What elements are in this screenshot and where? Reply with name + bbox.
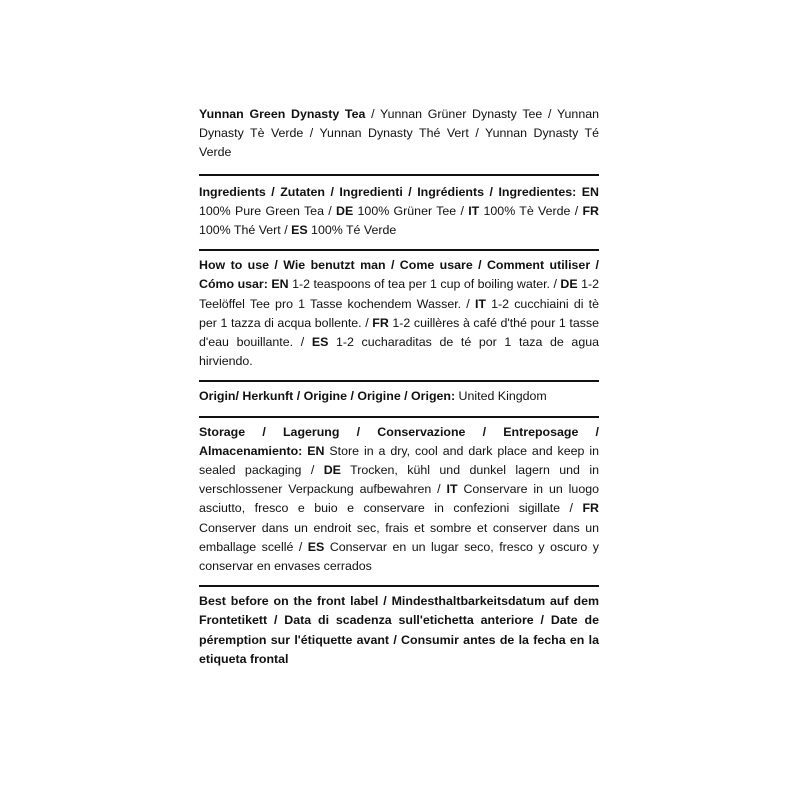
lang-code-es: ES [291,223,308,238]
product-name: Yunnan Green Dynasty Tea [199,107,366,121]
ingredients-en: 100% Pure Green Tea [199,203,324,218]
origin-value: United Kingdom [455,389,547,404]
best-before-section [199,592,599,669]
how-to-use-es: 1-2 cucharaditas de té por 1 taza de agua hirviendo. [199,335,599,369]
section-divider [199,380,599,382]
ingredients-es: 100% Té Verde [307,223,397,238]
separator: / [456,203,469,218]
ingredients-heading: Ingredients / Zutaten / Ingredienti / Ingrédients / Ingredientes: [199,184,577,199]
best-before-text: Best before on the front label / Mindesthaltbarkeitsdatum auf dem Frontetikett / Data di scadenza sull'etichetta anteriore / Date de péremption sur l'étiquette avant / Consumir antes de la fecha en la etiqueta frontal [199,594,599,666]
separator: / [431,482,447,497]
lang-code-en: EN [307,443,325,458]
lang-code-it: IT [474,296,486,311]
how-to-use-it: 1-2 cucchiaini di tè per 1 tazza di acqua bollente. [199,296,599,330]
section-divider [199,174,599,176]
lang-code-fr: FR [582,203,600,218]
ingredients-section [199,183,599,241]
storage-es: Conservar en un lugar seco, fresco y oscuro y conservar en envases cerrados [199,539,600,574]
lang-code-fr: FR [372,315,389,330]
lang-code-it: IT [468,203,480,218]
section-divider [199,585,599,587]
separator: / [323,203,337,218]
how-to-use-heading: How to use / Wie benutzt man / Come usare / Comment utiliser / Cómo usar: [199,258,599,292]
separator: / [461,296,475,311]
separator: / [301,463,324,478]
separator: / [293,539,308,554]
lang-code-fr: FR [582,501,599,516]
lang-code-de: DE [323,463,341,478]
separator: / [550,277,561,292]
separator: / [570,203,583,218]
separator: / [293,335,312,350]
how-to-use-fr: 1-2 cuillères à café d'thé pour 1 tasse d'eau bouillante. [199,315,600,350]
lang-code-es: ES [307,539,325,554]
product-label [199,105,599,669]
lang-code-de: DE [336,203,354,218]
storage-en: Store in a dry, cool and dark place and keep in sealed packaging [199,443,599,478]
section-divider [199,416,599,418]
storage-heading: Storage / Lagerung / Conservazione / Entreposage / Almacenamiento: [199,424,599,458]
lang-code-en: EN [271,277,289,292]
lang-code-en: EN [581,184,599,199]
origin-heading: Origin/ Herkunft / Origine / Origine / Origen: [199,389,456,404]
storage-de: Trocken, kühl und dunkel lagern und in verschlossener Verpackung aufbewahren [199,463,600,497]
separator: / [280,223,292,238]
separator: / [361,315,373,330]
how-to-use-de: 1-2 Teelöffel Tee pro 1 Tasse kochendem Wasser. [199,277,600,311]
origin-section [199,387,599,406]
storage-fr: Conserver dans un endroit sec, frais et sombre et conserver dans un emballage scellé [199,520,599,554]
ingredients-de: 100% Grüner Tee [353,203,457,218]
how-to-use-section [199,256,599,371]
lang-code-es: ES [311,335,329,350]
ingredients-it: 100% Tè Verde [479,203,571,218]
how-to-use-en: 1-2 teaspoons of tea per 1 cup of boiling water. [288,277,550,292]
storage-section [199,423,599,577]
section-divider [199,249,599,251]
product-name-translations: / Yunnan Grüner Dynasty Tee / Yunnan Dynasty Tè Verde / Yunnan Dynasty Thé Vert / Yunnan Dynasty Té Verde [199,107,599,160]
ingredients-fr: 100% Thé Vert [199,223,281,238]
product-title-section [199,105,599,163]
lang-code-de: DE [560,277,578,292]
storage-it: Conservare in un luogo asciutto, fresco e buio e conservare in confezioni sigillate [199,482,599,516]
lang-code-it: IT [446,482,458,497]
separator: / [560,501,583,516]
